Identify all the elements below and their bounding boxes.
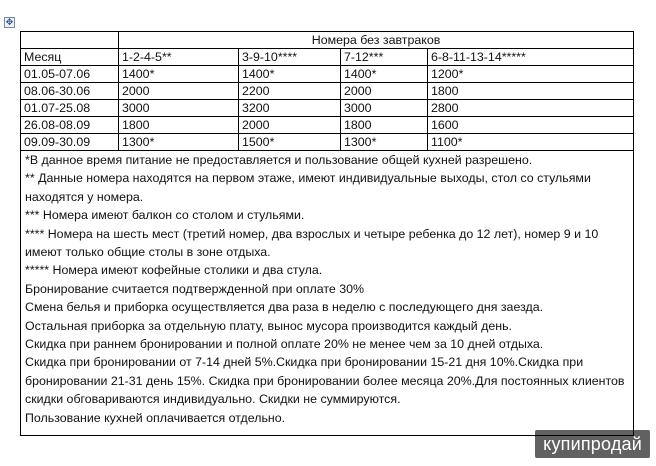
table-row: [21, 66, 634, 83]
cell-price: 1800: [428, 83, 634, 100]
note-line: Бронирование считается подтвержденной при оплате 30%: [25, 281, 365, 296]
cell-price: 2800: [428, 100, 634, 117]
cell-price: 2000: [239, 117, 341, 134]
rates-table: [20, 31, 634, 436]
note-line: ** Данные номера находятся на первом этаже, имеют индивидуальные выходы, стол со стульями находятся у номера.: [25, 171, 591, 204]
cell-period: 01.05-07.06: [21, 66, 119, 83]
table-row: [21, 117, 634, 134]
note-line: Пользование кухней оплачивается отдельно.: [25, 410, 286, 425]
cell-price: 1800: [341, 117, 428, 134]
table-title: Номера без завтраков: [119, 32, 634, 49]
header-month: Месяц: [21, 49, 119, 66]
cell-price: 1600: [428, 117, 634, 134]
cell-price: 1300*: [341, 134, 428, 151]
cell-price: 3000: [341, 100, 428, 117]
title-row: [21, 32, 634, 49]
note-line: *В данное время питание не предоставляется и пользование общей кухней разрешено.: [25, 153, 533, 167]
table-row: [21, 134, 634, 151]
note-line: Скидка при бронировании от 7-14 дней 5%.Скидка при бронировании 15-21 дня 10%.Скидка при бронировании 21-31 день 15%. Скидка при бронировании более месяца 20%.Для постоянных клиентов скидки обговариваются индивидуально. Скидки не суммируются.: [25, 355, 625, 407]
cell-price: 3000: [119, 100, 239, 117]
table-row: [21, 83, 634, 100]
cell-price: 1400*: [341, 66, 428, 83]
cell-price: 1400*: [119, 66, 239, 83]
cell-period: 08.06-30.06: [21, 83, 119, 100]
header-rooms-7-12: 7-12***: [341, 49, 428, 66]
note-line: **** Номера на шесть мест (третий номер, два взрослых и четыре ребенка до 12 лет), номер 9 и 10 имеют только общие столы в зоне отдыха.: [25, 226, 599, 260]
cell-period: 01.07-25.08: [21, 100, 119, 117]
cell-price: 1500*: [239, 134, 341, 151]
cell-price: 1200*: [428, 66, 634, 83]
header-rooms-6-8-11-13-14: 6-8-11-13-14*****: [428, 49, 634, 66]
note-line: *** Номера имеют балкон со столом и стульями.: [25, 208, 305, 223]
note-line: Остальная приборка за отдельную плату, вынос мусора производится каждый день.: [25, 318, 512, 333]
watermark-logo: купипродай: [535, 430, 650, 458]
cell-period: 09.09-30.09: [21, 134, 119, 151]
cell-price: 1400*: [239, 66, 341, 83]
table-move-handle-icon[interactable]: ✥: [5, 17, 14, 27]
cell-period: 26.08-08.09: [21, 117, 119, 134]
cell-price: 3200: [239, 100, 341, 117]
header-rooms-3-9-10: 3-9-10****: [239, 49, 341, 66]
note-line: Скидка при раннем бронировании и полной оплате 20% не менее чем за 10 дней отдыха.: [25, 337, 544, 352]
cell-price: 1300*: [119, 134, 239, 151]
note-line: Смена белья и приборка осуществляется два раза в неделю с последующего дня заезда.: [25, 300, 544, 315]
header-rooms-1-2-4-5: 1-2-4-5**: [119, 49, 239, 66]
cell-price: 2200: [239, 83, 341, 100]
notes-cell: [21, 151, 634, 436]
notes-row: [21, 151, 634, 436]
cell-price: 2000: [341, 83, 428, 100]
title-spacer-cell: [21, 32, 119, 49]
cell-price: 1800: [119, 117, 239, 134]
header-row: [21, 49, 634, 66]
table-row: [21, 100, 634, 117]
note-line: ***** Номера имеют кофейные столики и два стула.: [25, 263, 323, 278]
cell-price: 1100*: [428, 134, 634, 151]
cell-price: 2000: [119, 83, 239, 100]
